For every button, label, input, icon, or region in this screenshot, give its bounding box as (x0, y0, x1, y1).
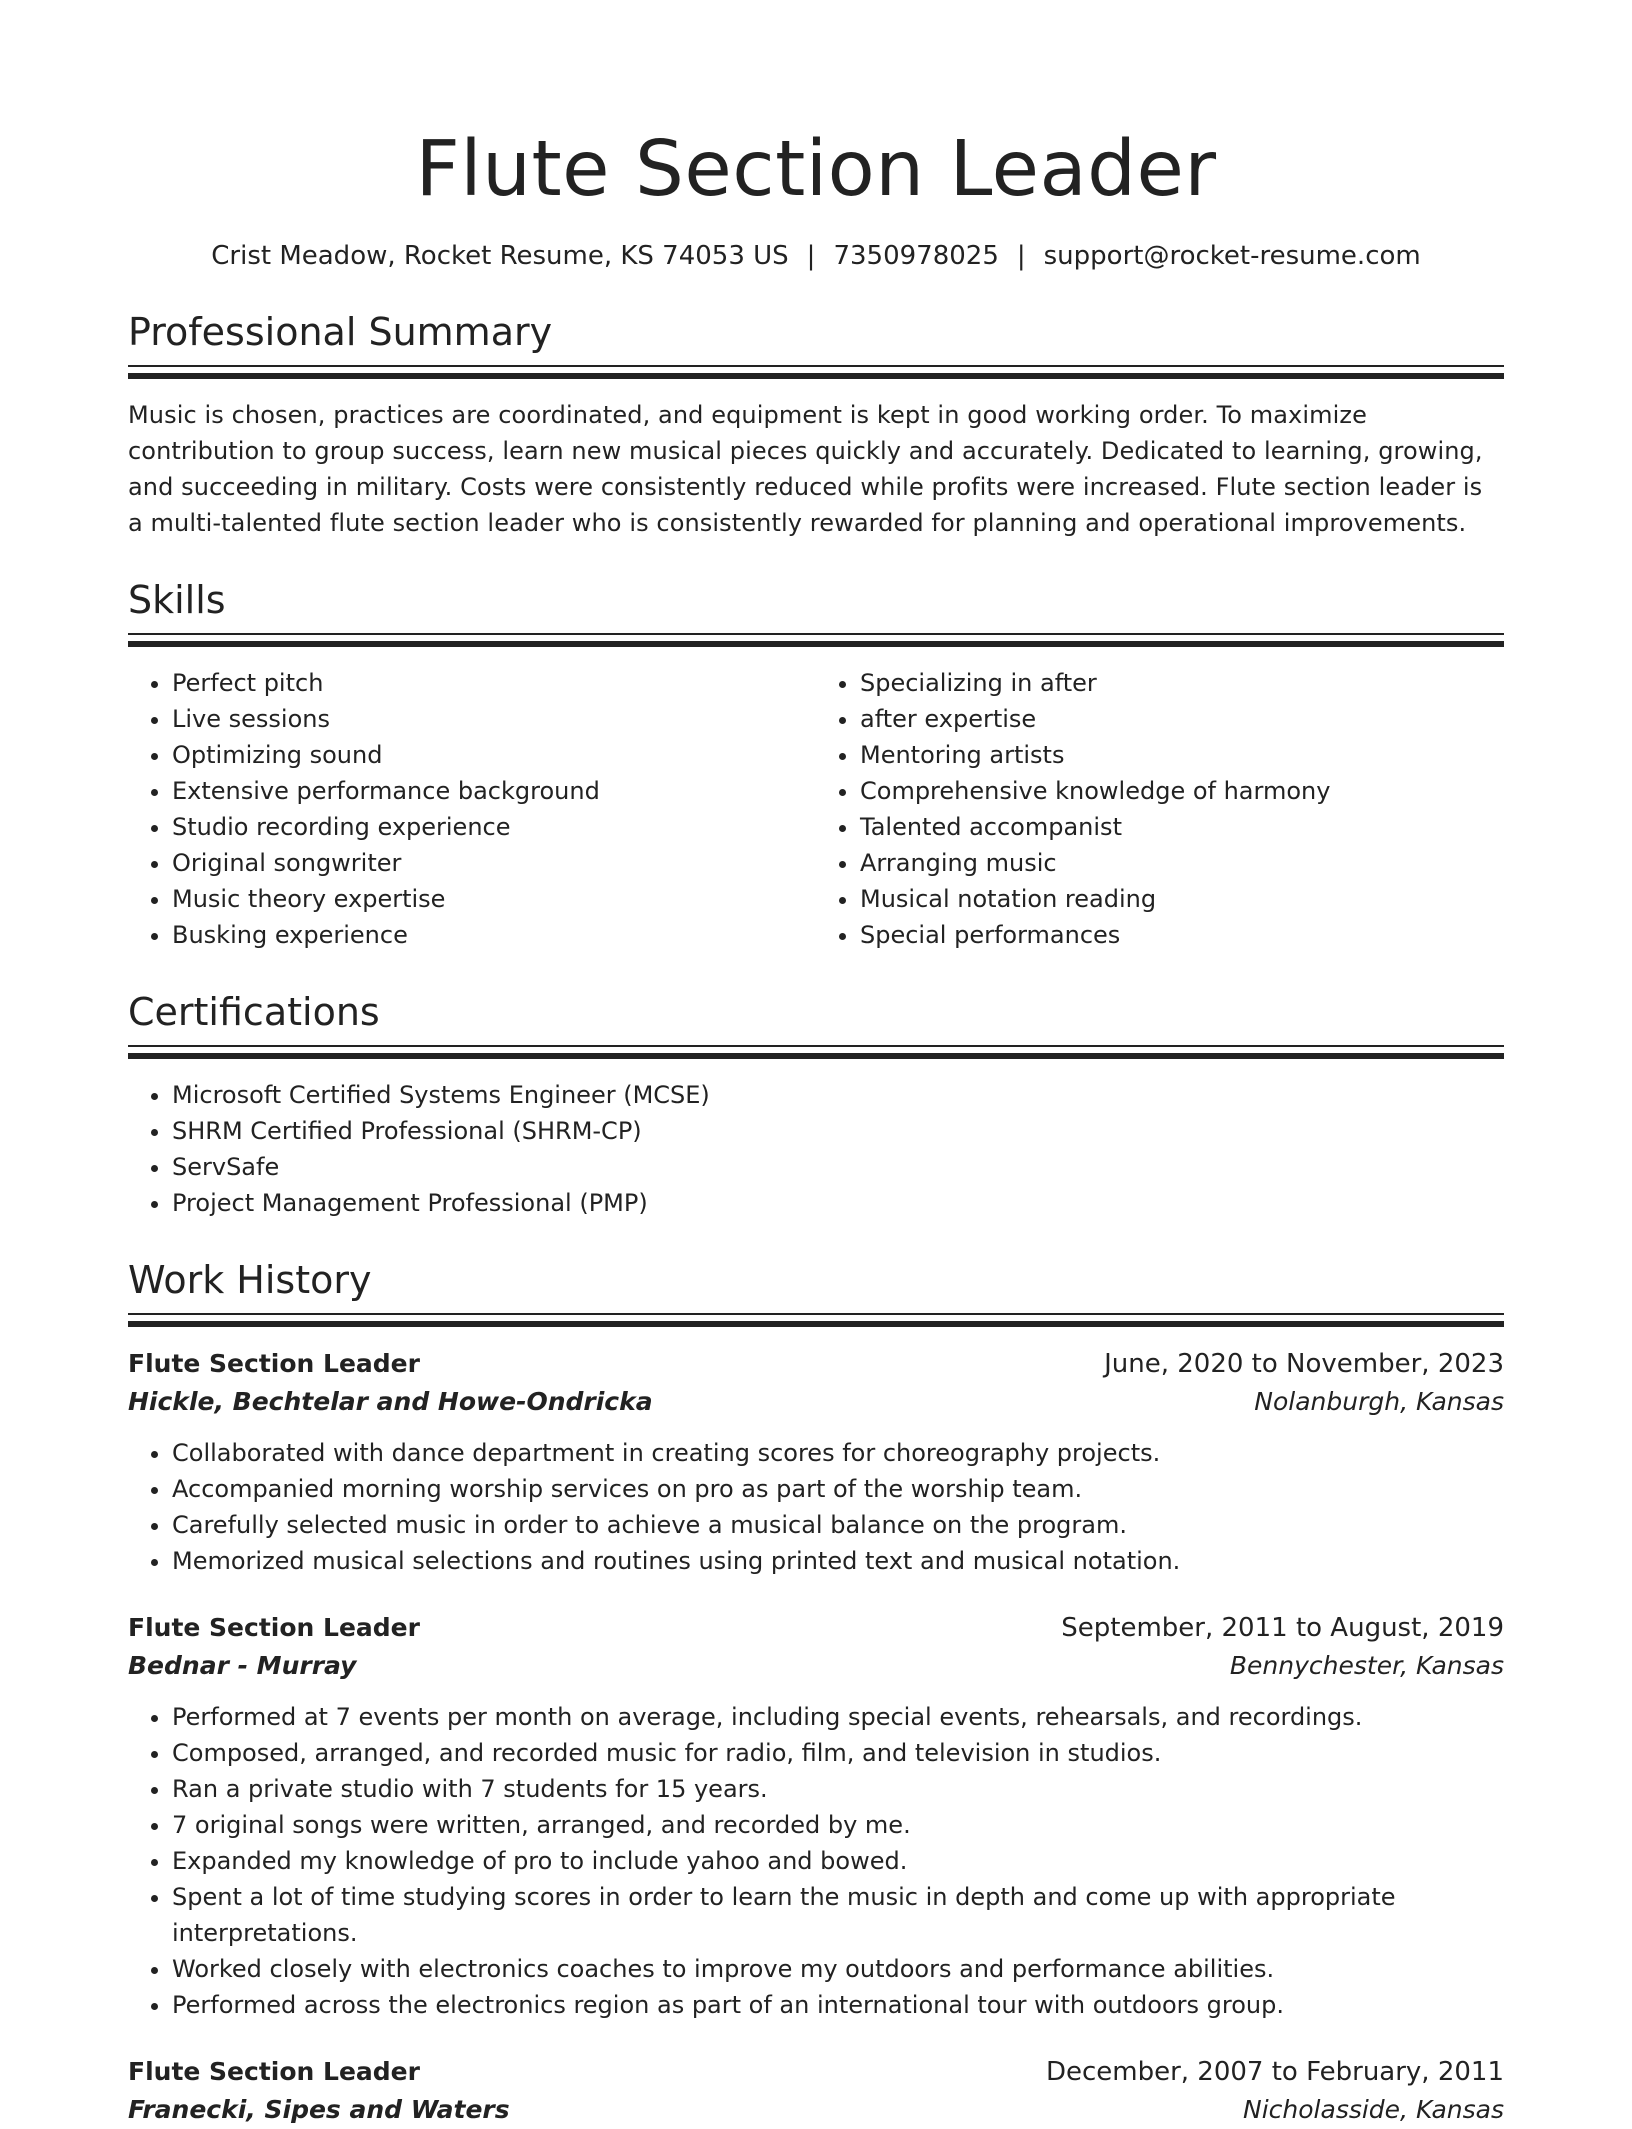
section-heading: Professional Summary (128, 310, 553, 354)
job-location: Nicholasside, Kansas (1243, 2095, 1504, 2124)
skill-item: • Mentoring artists (860, 737, 1504, 773)
job-dates: December, 2007 to February, 2011 (1045, 2057, 1504, 2087)
job-entry (128, 1345, 1504, 1579)
skill-item: • Original songwriter (172, 845, 816, 881)
job-company: Hickle, Bechtelar and Howe-Ondricka (128, 1387, 653, 1416)
job-company: Franecki, Sipes and Waters (128, 2095, 510, 2124)
skill-item: • Musical notation reading (860, 881, 1504, 917)
job-header-row (128, 1345, 1504, 1383)
certifications-section (128, 987, 1504, 1221)
skill-item: • Studio recording experience (172, 809, 816, 845)
skill-item: • Busking experience (172, 917, 816, 953)
job-dates: September, 2011 to August, 2019 (1061, 1613, 1504, 1643)
job-bullet: • Performed at 7 events per month on average, including special events, rehearsals, and recordings. (172, 1699, 1504, 1735)
skill-item: • Music theory expertise (172, 881, 816, 917)
job-header-row (128, 2053, 1504, 2091)
job-header-row (128, 1609, 1504, 1647)
job-bullet: • Ran a private studio with 7 students for 15 years. (172, 1771, 1504, 1807)
skills-list-left (128, 665, 816, 953)
contact-separator: | (806, 241, 816, 271)
section-divider (128, 365, 1504, 379)
job-company: Bednar - Murray (128, 1651, 357, 1680)
skill-item: • Arranging music (860, 845, 1504, 881)
contact-address: Crist Meadow, Rocket Resume, KS 74053 US (211, 241, 789, 271)
skill-item: • Comprehensive knowledge of harmony (860, 773, 1504, 809)
job-bullet: • Carefully selected music in order to achieve a musical balance on the program. (172, 1507, 1504, 1543)
job-entry (128, 2053, 1504, 2129)
job-company-row (128, 1647, 1504, 1685)
job-title: Flute Section Leader (128, 1349, 420, 1378)
skill-item: • Talented accompanist (860, 809, 1504, 845)
skill-item: • Specializing in after (860, 665, 1504, 701)
job-bullets (128, 1435, 1504, 1579)
job-title: Flute Section Leader (128, 2057, 420, 2086)
contact-line (128, 239, 1504, 273)
job-location: Bennychester, Kansas (1229, 1651, 1504, 1680)
job-bullet: • Expanded my knowledge of pro to include yahoo and bowed. (172, 1843, 1504, 1879)
skills-columns (128, 647, 1504, 953)
summary-section (128, 307, 1504, 541)
job-bullet: • 7 original songs were written, arranged, and recorded by me. (172, 1807, 1504, 1843)
job-bullet: • Performed across the electronics region as part of an international tour with outdoors group. (172, 1987, 1504, 2023)
summary-text: Music is chosen, practices are coordinated, and equipment is kept in good working order. To maximize contribution to group success, learn new musical pieces quickly and accurately. Dedicated to learning, growing, and succeeding in military. Costs were consistently reduced while profits were increased. Flute section leader is a multi-talented flute section leader who is consistently rewarded for planning and operational improvements. (128, 401, 1483, 537)
skill-item: • Live sessions (172, 701, 816, 737)
certifications-list (128, 1077, 1504, 1221)
skill-item: • Extensive performance background (172, 773, 816, 809)
certification-item: • ServSafe (172, 1149, 1504, 1185)
job-bullet: • Collaborated with dance department in creating scores for choreography projects. (172, 1435, 1504, 1471)
section-divider (128, 1313, 1504, 1327)
job-bullets (128, 1699, 1504, 2023)
job-bullet: • Worked closely with electronics coaches to improve my outdoors and performance abilities. (172, 1951, 1504, 1987)
job-entry (128, 1609, 1504, 2023)
skill-item: • Optimizing sound (172, 737, 816, 773)
certification-item: • Microsoft Certified Systems Engineer (MCSE) (172, 1077, 1504, 1113)
section-heading: Certifications (128, 990, 380, 1034)
job-company-row (128, 2091, 1504, 2129)
contact-phone: 7350978025 (833, 241, 999, 271)
section-divider (128, 633, 1504, 647)
skills-section (128, 575, 1504, 953)
job-bullet: • Composed, arranged, and recorded music for radio, film, and television in studios. (172, 1735, 1504, 1771)
section-heading: Work History (128, 1258, 372, 1302)
job-title: Flute Section Leader (128, 1613, 420, 1642)
work-history-section (128, 1255, 1504, 2129)
job-location: Nolanburgh, Kansas (1254, 1387, 1504, 1416)
skill-item: • Special performances (860, 917, 1504, 953)
certification-item: • Project Management Professional (PMP) (172, 1185, 1504, 1221)
section-heading: Skills (128, 578, 226, 622)
certification-item: • SHRM Certified Professional (SHRM-CP) (172, 1113, 1504, 1149)
contact-email: support@rocket-resume.com (1043, 241, 1421, 271)
job-company-row (128, 1383, 1504, 1421)
skill-item: • after expertise (860, 701, 1504, 737)
jobs-list (128, 1345, 1504, 2129)
skills-list-right (816, 665, 1504, 953)
job-bullet: • Accompanied morning worship services on pro as part of the worship team. (172, 1471, 1504, 1507)
job-dates: June, 2020 to November, 2023 (1104, 1349, 1504, 1379)
section-divider (128, 1045, 1504, 1059)
resume-title: Flute Section Leader (415, 125, 1217, 214)
job-bullet: • Spent a lot of time studying scores in order to learn the music in depth and come up with appropriate interpretations. (172, 1879, 1504, 1951)
job-bullet: • Memorized musical selections and routines using printed text and musical notation. (172, 1543, 1504, 1579)
contact-separator: | (1016, 241, 1026, 271)
resume-content (128, 118, 1504, 2129)
skill-item: • Perfect pitch (172, 665, 816, 701)
